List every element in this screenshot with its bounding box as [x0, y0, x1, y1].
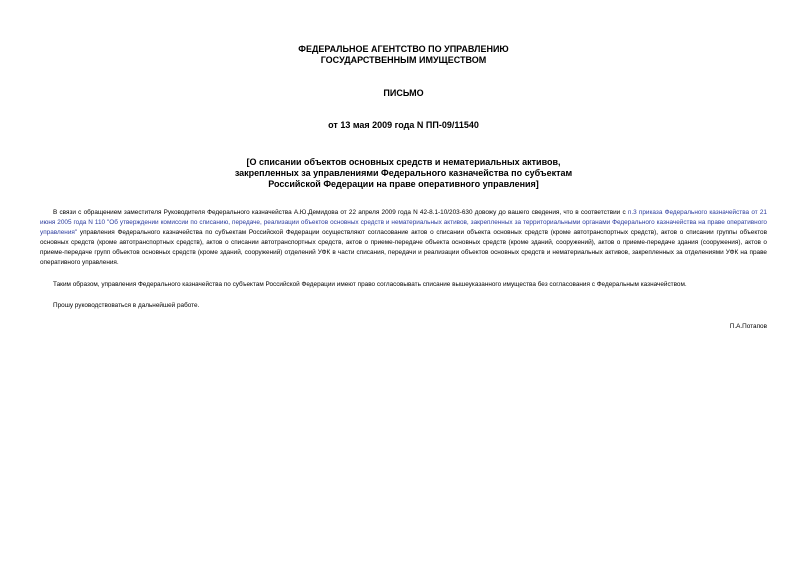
paragraph-3-text: Прошу руководствоваться в дальнейшей работе.	[53, 302, 200, 309]
paragraph-3	[40, 301, 767, 311]
agency-name-line-1: ФЕДЕРАЛЬНОЕ АГЕНТСТВО ПО УПРАВЛЕНИЮ	[298, 44, 509, 54]
subject-line-2: закрепленных за управлениями Федерального казначейства по субъектам	[234, 168, 573, 178]
order-link[interactable]: приказа Федерального казначейства от 21 июня 2005 года N 110 "Об утверждении комиссии по списанию, передаче, реализации объектов основных средств и нематериальных активов, закрепленных за территориальными органами Федерального казначейства на праве оперативного управления"	[40, 209, 767, 236]
document-type: ПИСЬМО	[383, 88, 424, 98]
agency-name	[0, 44, 807, 66]
paragraph-2-text: Таким образом, управления Федерального казначейства по субъектам Российской Федерации имеют право согласовывать списание вышеуказанного имущества без согласования с Федеральным казначейством.	[53, 281, 687, 288]
document-subject	[0, 157, 807, 190]
agency-name-line-2: ГОСУДАРСТВЕННЫМ ИМУЩЕСТВОМ	[320, 55, 487, 65]
document-date-number: от 13 мая 2009 года N ПП-09/11540	[328, 120, 479, 130]
subject-line-1: [О списании объектов основных средств и нематериальных активов,	[246, 157, 561, 167]
signature: П.А.Потапов	[729, 323, 767, 330]
paragraph-2	[40, 280, 767, 290]
clause-link[interactable]: п.3	[627, 209, 637, 216]
paragraph-1-end: управления Федерального казначейства по субъектам Российской Федерации осуществляют согласование актов о списании объекта основных средств (кроме автотранспортных средств), актов о списании группы объектов основных средств (кроме автотранспортных средств), актов о списании автотранспортных средств, актов о приеме-передаче объекта основных средств (кроме зданий, сооружений), актов о приеме-передаче здания (сооружения), актов о приеме-передаче групп объектов основных средств (кроме зданий, сооружений) отделений УФК в части списания, передачи и реализации объектов основных средств и нематериальных активов, закрепленных за отделениями УФК на праве оперативного управления.	[40, 228, 767, 266]
subject-line-3: Российской Федерации на праве оперативного управления]	[268, 179, 539, 189]
paragraph-1	[40, 208, 767, 267]
paragraph-1-start: В связи с обращением заместителя Руководителя Федерального казначейства А.Ю.Демидова от 22 апреля 2009 года N 42-8.1-10/203-630 довожу до вашего сведения, что в соответствии с	[53, 209, 628, 216]
